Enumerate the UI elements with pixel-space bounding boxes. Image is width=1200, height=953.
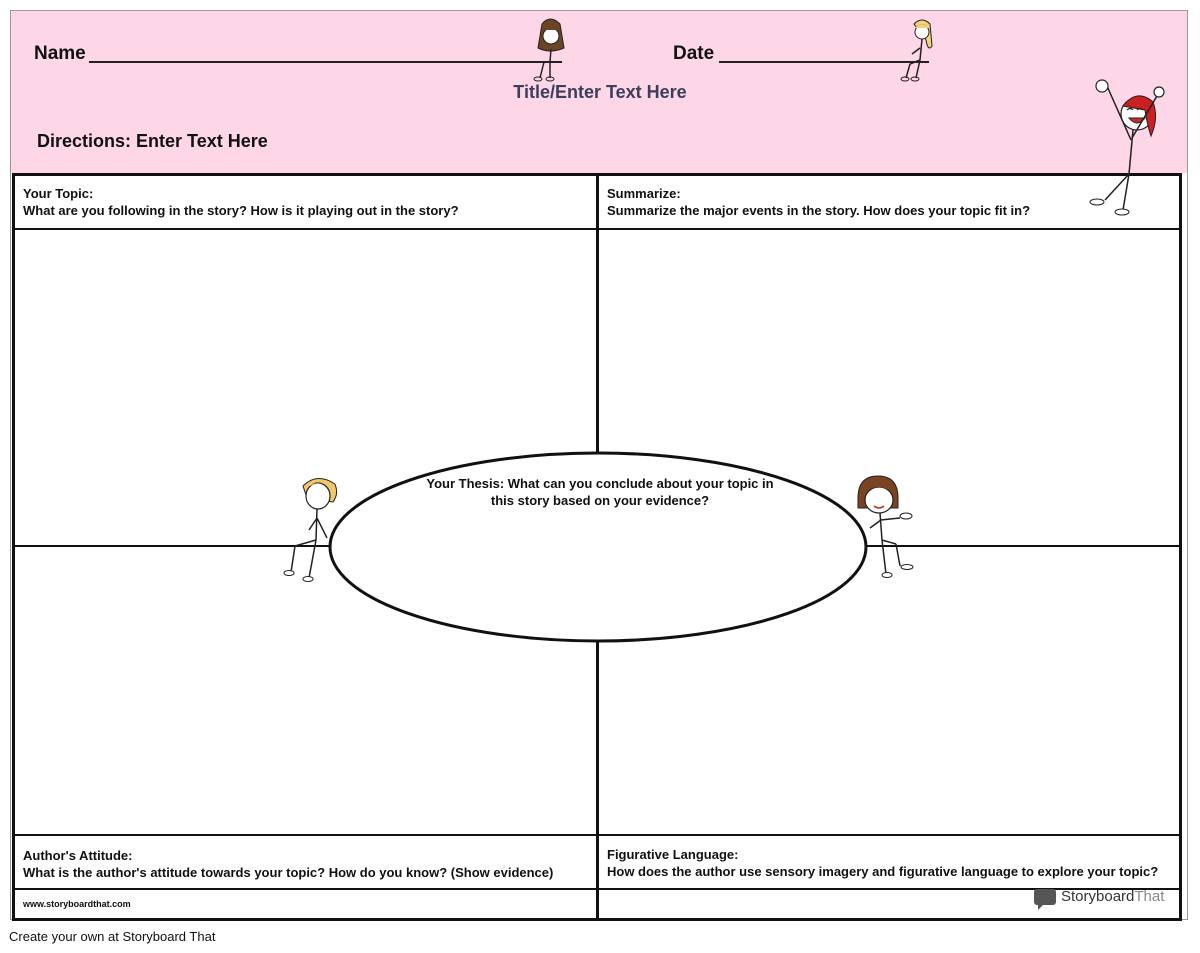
summarize-prompt: Summarize the major events in the story. How does your topic fit in? <box>607 203 1031 218</box>
cheering-kid-figure <box>1085 76 1165 218</box>
topic-box[interactable] <box>23 185 583 219</box>
date-label: Date <box>673 43 715 64</box>
girl-with-bob-figure <box>852 474 918 580</box>
brand-name-part2: That <box>1134 888 1165 905</box>
attitude-heading: Author's Attitude: <box>23 848 133 863</box>
summarize-heading: Summarize: <box>607 186 681 201</box>
figurative-heading: Figurative Language: <box>607 847 739 862</box>
thesis-prompt: Your Thesis: What can you conclude about your topic in this story based on your evidence? <box>426 476 774 508</box>
blonde-girl-sitting-figure <box>898 18 938 84</box>
name-label: Name <box>34 43 86 64</box>
speech-bubble-icon <box>1034 889 1056 905</box>
name-line[interactable] <box>89 61 562 63</box>
attitude-prompt: What is the author's attitude towards your topic? How do you know? (Show evidence) <box>23 865 554 880</box>
girl-sitting-figure <box>530 16 570 84</box>
figurative-prompt: How does the author use sensory imagery and figurative language to explore your topic? <box>607 864 1159 879</box>
worksheet-title[interactable]: Title/Enter Text Here <box>513 82 687 102</box>
figurative-box[interactable] <box>607 846 1177 880</box>
brand-name-part1: Storyboard <box>1061 888 1135 905</box>
boy-sitting-figure <box>283 474 341 584</box>
topic-heading: Your Topic: <box>23 186 94 201</box>
footer-url: www.storyboardthat.com <box>23 899 131 909</box>
create-your-own-link[interactable]: Create your own at Storyboard That <box>9 929 216 944</box>
topic-prompt: What are you following in the story? How is it playing out in the story? <box>23 203 459 218</box>
attitude-box[interactable] <box>23 847 583 881</box>
summarize-box[interactable] <box>607 185 1087 219</box>
storyboardthat-logo <box>1034 888 1164 905</box>
worksheet-directions[interactable]: Directions: Enter Text Here <box>37 131 268 151</box>
